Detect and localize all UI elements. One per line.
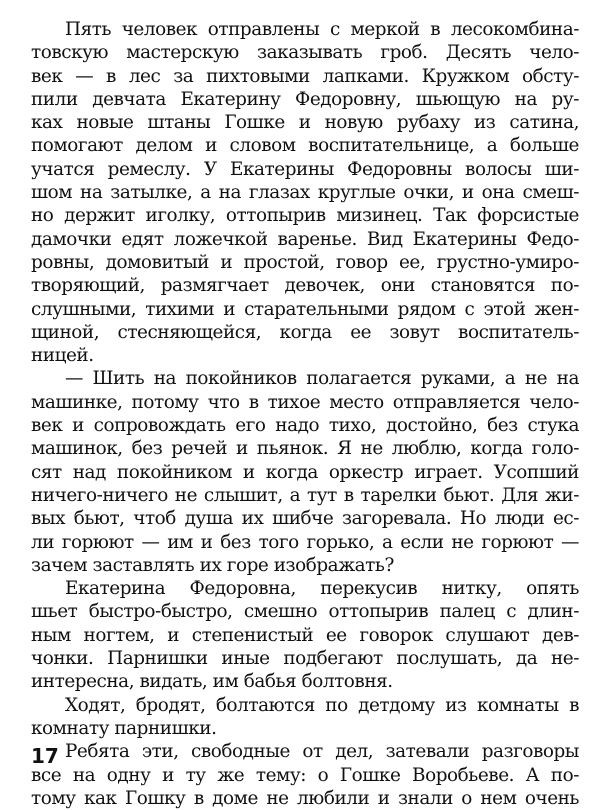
text-line: чонки. Парнишки иные подбегают послушать, да не-: [31, 648, 579, 670]
text-line: Ходят, бродят, болтаются по детдому из комнаты в: [65, 694, 579, 716]
text-line: товскую мастерскую заказывать гроб. Десять чело-: [31, 42, 579, 64]
text-line: шьет быстро-быстро, смешно оттопырив палец с длин-: [31, 601, 579, 623]
text-line: вых бьют, чтоб душа их шибче загоревала. Но люди ес-: [31, 508, 579, 530]
text-line: — Шить на покойников полагается руками, а не на: [65, 368, 579, 390]
text-line: ным ногтем, и степенистый ее говорок слушают дев-: [31, 624, 579, 646]
text-line: зачем заставлять их горе изображать?: [31, 554, 394, 576]
text-line: интересна, видать, им бабья болтовня.: [31, 671, 393, 693]
text-line: век — в лес за пихтовыми лапками. Кружком обсту-: [31, 65, 579, 87]
text-line: шом на затылке, а на глазах круглые очки, и она смеш-: [31, 182, 579, 204]
text-line: творяющий, размягчает девочек, они становятся по-: [31, 275, 579, 297]
page-number: 17: [31, 744, 59, 768]
text-line: ницей.: [31, 345, 94, 367]
text-line: век и сопровождать его надо тихо, достойно, без стука: [31, 415, 579, 437]
text-line: слушными, тихими и старательными рядом с этой жен-: [31, 298, 579, 320]
text-line: машинок, без речей и пьянок. Я не люблю, когда голо-: [31, 438, 579, 460]
text-line: Ребята эти, свободные от дел, затевали разговоры: [65, 741, 579, 763]
body-text: [31, 18, 579, 810]
text-line: но держит иголку, оттопырив мизинец. Так форсистые: [31, 205, 579, 227]
text-line: комнату парнишки.: [31, 717, 217, 739]
text-line: щиной, стесняющейся, когда ее зовут воспитатель-: [31, 321, 579, 343]
text-line: помогают делом и словом воспитательнице, а больше: [31, 135, 579, 157]
text-line: машинке, потому что в тихое место отправляется чело-: [31, 391, 579, 413]
text-line: Пять человек отправлены с меркой в лесокомбина-: [65, 19, 579, 40]
text-line: ках новые штаны Гошке и новую рубаху из сатина,: [31, 112, 579, 134]
text-line: тому как Гошку в доме не любили и знали о нем очень: [31, 787, 579, 809]
text-line: ровны, домовитый и простой, говор ее, грустно-умиро-: [31, 251, 579, 273]
text-line: ничего-ничего не слышит, а тут в тарелки бьют. Для жи-: [31, 484, 579, 506]
text-line: все на одну и ту же тему: о Гошке Воробьеве. А по-: [31, 764, 579, 786]
text-line: ли горюют — им и без того горько, а если не горюют —: [31, 531, 579, 553]
text-line: учатся ремеслу. У Екатерины Федоровны волосы ши-: [31, 158, 579, 180]
text-line: Екатерина Федоровна, перекусив нитку, опять: [65, 578, 579, 600]
text-line: пили девчата Екатерину Федоровну, шьющую на ру-: [31, 88, 579, 110]
text-line: дамочки едят ложечкой варенье. Вид Екатерины Федо-: [31, 228, 579, 250]
text-line: сят над покойником и когда оркестр играет. Усопший: [31, 461, 579, 483]
